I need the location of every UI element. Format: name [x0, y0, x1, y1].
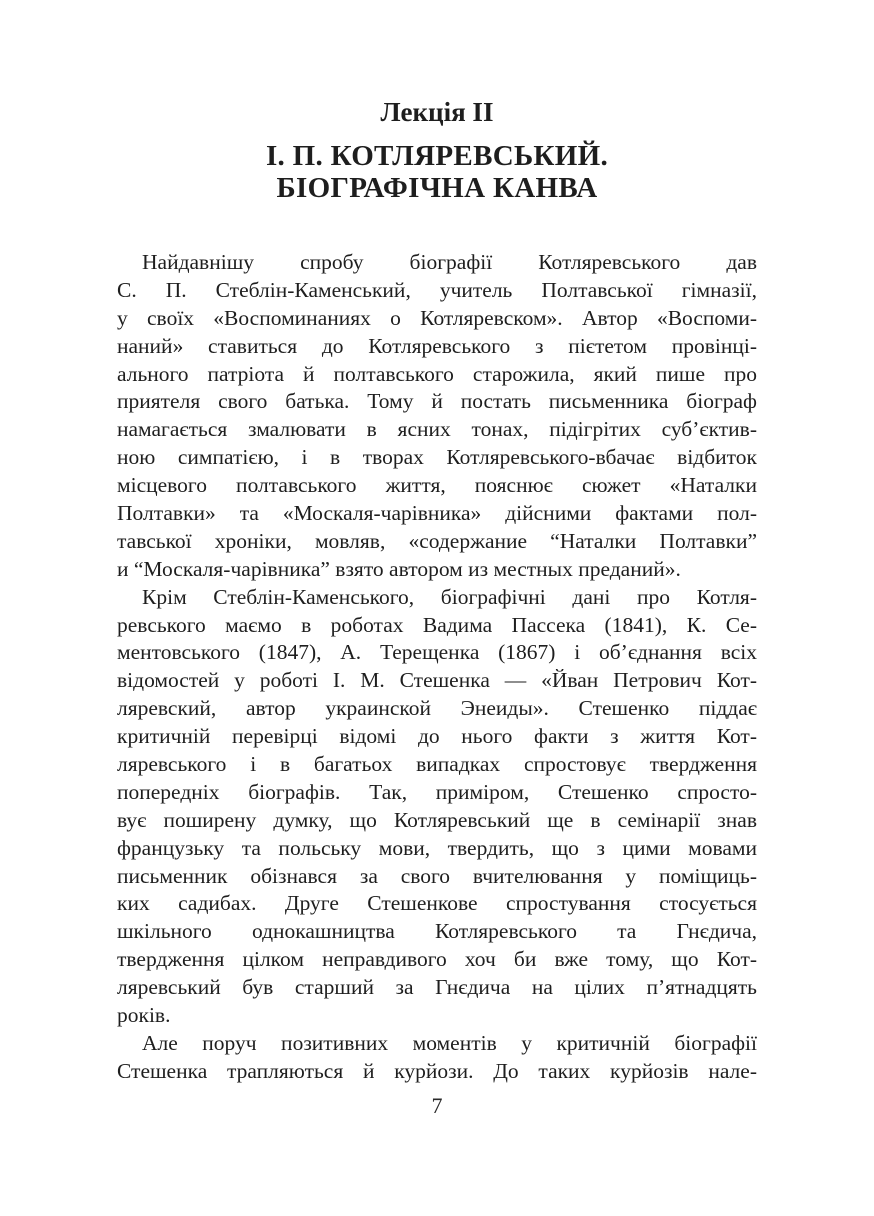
- chapter-heading-line2: БІОГРАФІЧНА КАНВА: [276, 172, 598, 204]
- body-text: [117, 249, 757, 1086]
- text-line: шкільного однокашництва Котляревського та Гнєдича,: [117, 919, 757, 944]
- text-line: тавської хроніки, мовляв, «содержание “Наталки Полтавки”: [117, 528, 757, 553]
- text-line: відомостей у роботі І. М. Стешенка — «Йван Петрович Кот-: [117, 668, 757, 693]
- text-line: критичній перевірці відомі до нього факти з життя Кот-: [117, 724, 757, 749]
- text-line: твердження цілком неправдивого хоч би вже тому, що Кот-: [117, 947, 757, 972]
- text-line: Але поруч позитивних моментів у критичній біографії: [142, 1030, 757, 1055]
- text-line: вує поширену думку, що Котляревський ще в семінарії знав: [117, 807, 757, 832]
- text-line: и “Москаля-чарівника” взято автором из местных преданий».: [117, 556, 681, 581]
- paragraph: [117, 249, 757, 584]
- lecture-number-title: Лекція ІІ: [380, 97, 494, 127]
- text-line: Полтавки» та «Москаля-чарівника» дійсними фактами пол-: [117, 501, 757, 526]
- chapter-heading: [0, 140, 874, 204]
- text-line: Крім Стеблін-Каменського, біографічні дані про Котля-: [142, 584, 757, 609]
- text-line: ального патріота й полтавського старожила, який пише про: [117, 361, 757, 386]
- text-line: ких садибах. Друге Стешенкове спростування стосується: [117, 891, 757, 916]
- page-number: 7: [431, 1092, 443, 1118]
- paragraph: [117, 1030, 757, 1086]
- text-line: Найдавнішу спробу біографії Котляревського дав: [142, 250, 757, 274]
- text-line: ляревський був старший за Гнєдича на цілих п’ятнадцять: [117, 975, 757, 1000]
- text-line: письменник обізнався за свого вчителювання у поміщиць-: [117, 863, 757, 888]
- text-line: Стешенка трапляються й курйози. До таких курйозів нале-: [117, 1058, 757, 1083]
- text-line: років.: [117, 1003, 171, 1028]
- text-line: С. П. Стеблін-Каменський, учитель Полтавської гімназії,: [117, 277, 757, 302]
- chapter-heading-line1: І. П. КОТЛЯРЕВСЬКИЙ.: [265, 140, 609, 172]
- text-line: ною симпатією, і в творах Котляревського-вбачає відбиток: [117, 445, 757, 470]
- paragraph: [117, 584, 757, 1030]
- text-line: французьку та польську мови, твердить, що з цими мовами: [117, 835, 757, 860]
- text-line: ментовського (1847), А. Терещенка (1867) і об’єднання всіх: [117, 640, 757, 665]
- text-line: ляревського і в багатьох випадках спростовує твердження: [117, 752, 757, 777]
- text-line: попередніх біографів. Так, приміром, Стешенко спросто-: [117, 779, 757, 804]
- text-line: приятеля свого батька. Тому й постать письменника біограф: [117, 389, 757, 414]
- text-line: ревського маємо в роботах Вадима Пассека (1841), К. Се-: [117, 612, 757, 637]
- text-line: місцевого полтавського життя, пояснює сюжет «Наталки: [117, 473, 757, 498]
- text-line: намагається змалювати в ясних тонах, підігрітих суб’єктив-: [117, 417, 757, 442]
- text-line: ляревский, автор украинской Энеиды». Стешенко піддає: [117, 696, 757, 721]
- text-line: у своїх «Воспоминаниях о Котляревском». Автор «Воспоми-: [117, 305, 757, 330]
- text-line: наний» ставиться до Котляревського з пієтетом провінці-: [117, 333, 757, 358]
